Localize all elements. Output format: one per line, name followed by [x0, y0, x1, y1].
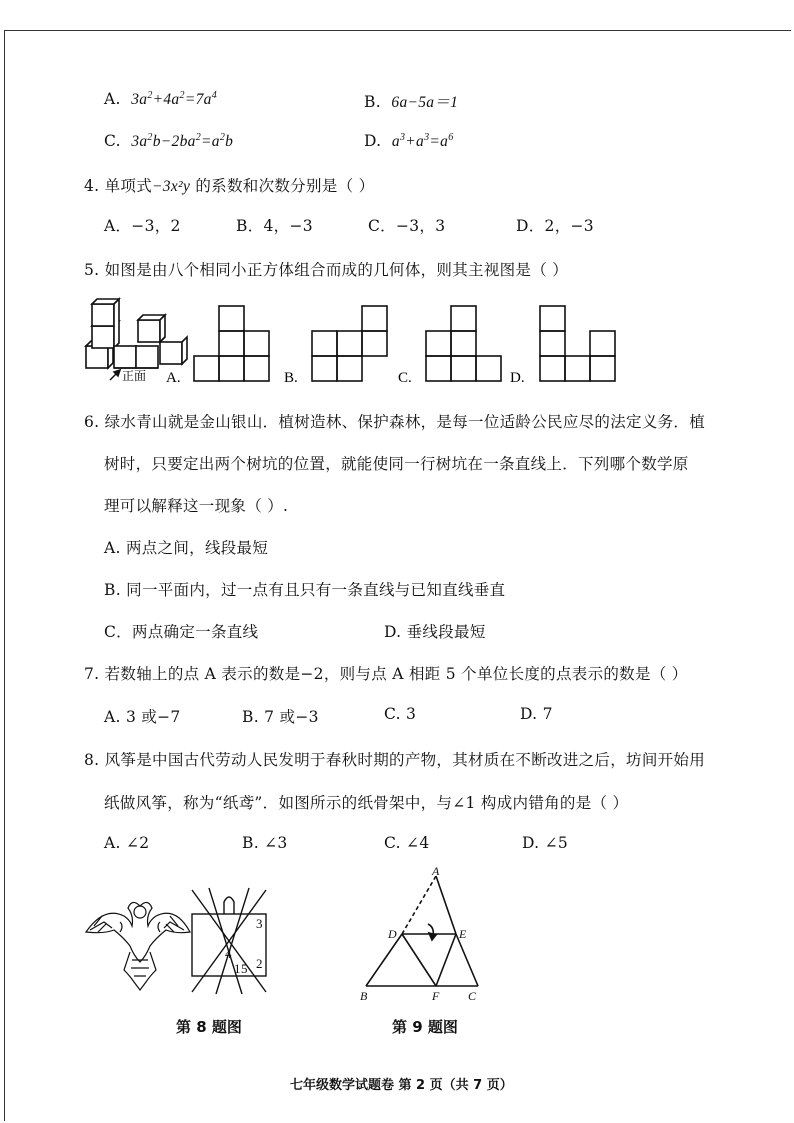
fig9: [352, 866, 492, 1006]
kite-picture: [86, 902, 190, 990]
q8-option-b: B. ∠3: [242, 834, 288, 852]
q8-line-2: 纸做风筝，称为“纸鸢”．如图所示的纸骨架中，与∠1 构成内错角的是（ ）: [104, 794, 629, 812]
q7-option-b: B. 7 或−3: [242, 708, 319, 726]
angle-5-label: 5: [241, 961, 248, 976]
q4-option-b: B．4，−3: [236, 217, 313, 235]
q5-option-c-view: [426, 306, 501, 381]
page-footer: 七年级数学试题卷 第 2 页（共 7 页）: [290, 1078, 513, 1093]
q6-option-b: B. 同一平面内，过一点有且只有一条直线与已知直线垂直: [104, 581, 506, 599]
point-e-label: E: [459, 927, 467, 941]
q8-line-1: 8. 风筝是中国古代劳动人民发明于春秋时期的产物，其材质在不断改进之后，坊间开始用: [84, 751, 706, 769]
q5-option-d-view: [540, 306, 615, 381]
angle-2-label: 2: [256, 956, 263, 971]
angle-3-label: 3: [256, 916, 263, 931]
q8-option-a: A. ∠2: [104, 834, 150, 852]
q5-option-c-label: C.: [398, 370, 412, 384]
q5-front-label: 正面: [122, 369, 147, 383]
angle-1-label: 1: [234, 961, 241, 976]
point-b-label: B: [360, 989, 368, 1003]
fig9-caption: 第 9 题图: [392, 1018, 458, 1036]
q7-stem: 7. 若数轴上的点 A 表示的数是−2，则与点 A 相距 5 个单位长度的点表示的数是（ ）: [84, 665, 688, 683]
kite-angle-labels: [225, 916, 263, 976]
q4-option-a: A．−3，2: [104, 217, 181, 235]
fig8-caption: 第 8 题图: [176, 1018, 242, 1036]
q3-option-b: B. 6a−5a＝1: [364, 93, 459, 111]
q3-option-a: A. $3a^2+4a^2=7a^4$: [104, 90, 217, 109]
q5-option-b-view: [312, 306, 387, 381]
point-a-label: A: [432, 866, 440, 878]
q5-figures: [80, 296, 720, 384]
q6-line-2: 树时，只要定出两个树坑的位置，就能使同一行树坑在一条直线上．下列哪个数学原: [104, 455, 689, 473]
q6-option-d: D. 垂线段最短: [384, 623, 486, 641]
fig8: [84, 886, 284, 996]
q5-option-b-label: B.: [284, 370, 298, 384]
q5-option-a-label: A.: [166, 370, 181, 384]
q4-stem: 4. 单项式−3x²y 的系数和次数分别是（ ）: [84, 177, 375, 195]
q7-option-c: C. 3: [384, 705, 417, 723]
point-d-label: D: [388, 927, 397, 941]
q5-option-a-view: [194, 306, 269, 381]
q5-solid: [86, 299, 187, 368]
q8-option-d: D. ∠5: [522, 834, 569, 852]
point-f-label: F: [432, 989, 440, 1003]
q7-option-d: D. 7: [520, 705, 553, 723]
q6-option-c: C．两点确定一条直线: [104, 623, 259, 641]
q6-line-3: 理可以解释这一现象（ ）.: [104, 497, 289, 515]
q3-option-d: D. $a^3+a^3=a^6$: [364, 132, 454, 151]
q5-front-arrow: [110, 370, 120, 380]
q5-option-d-label: D.: [510, 370, 525, 384]
q4-option-c: C．−3，3: [368, 217, 446, 235]
q6-option-a: A. 两点之间，线段最短: [104, 539, 269, 557]
q5-stem: 5. 如图是由八个相同小正方体组合而成的几何体，则其主视图是（ ）: [84, 261, 569, 279]
q8-option-c: C. ∠4: [384, 834, 430, 852]
kite-skeleton: [192, 888, 266, 994]
q3-option-c: C. $3a^2b-2ba^2=a^2b$: [104, 132, 234, 151]
point-c-label: C: [468, 989, 477, 1003]
q6-line-1: 6. 绿水青山就是金山银山．植树造林、保护森林，是每一位适龄公民应尽的法定义务．植: [84, 413, 706, 431]
q4-option-d: D．2，−3: [516, 217, 594, 235]
angle-4-label: 4: [225, 946, 232, 961]
q7-option-a: A. 3 或−7: [104, 708, 181, 726]
